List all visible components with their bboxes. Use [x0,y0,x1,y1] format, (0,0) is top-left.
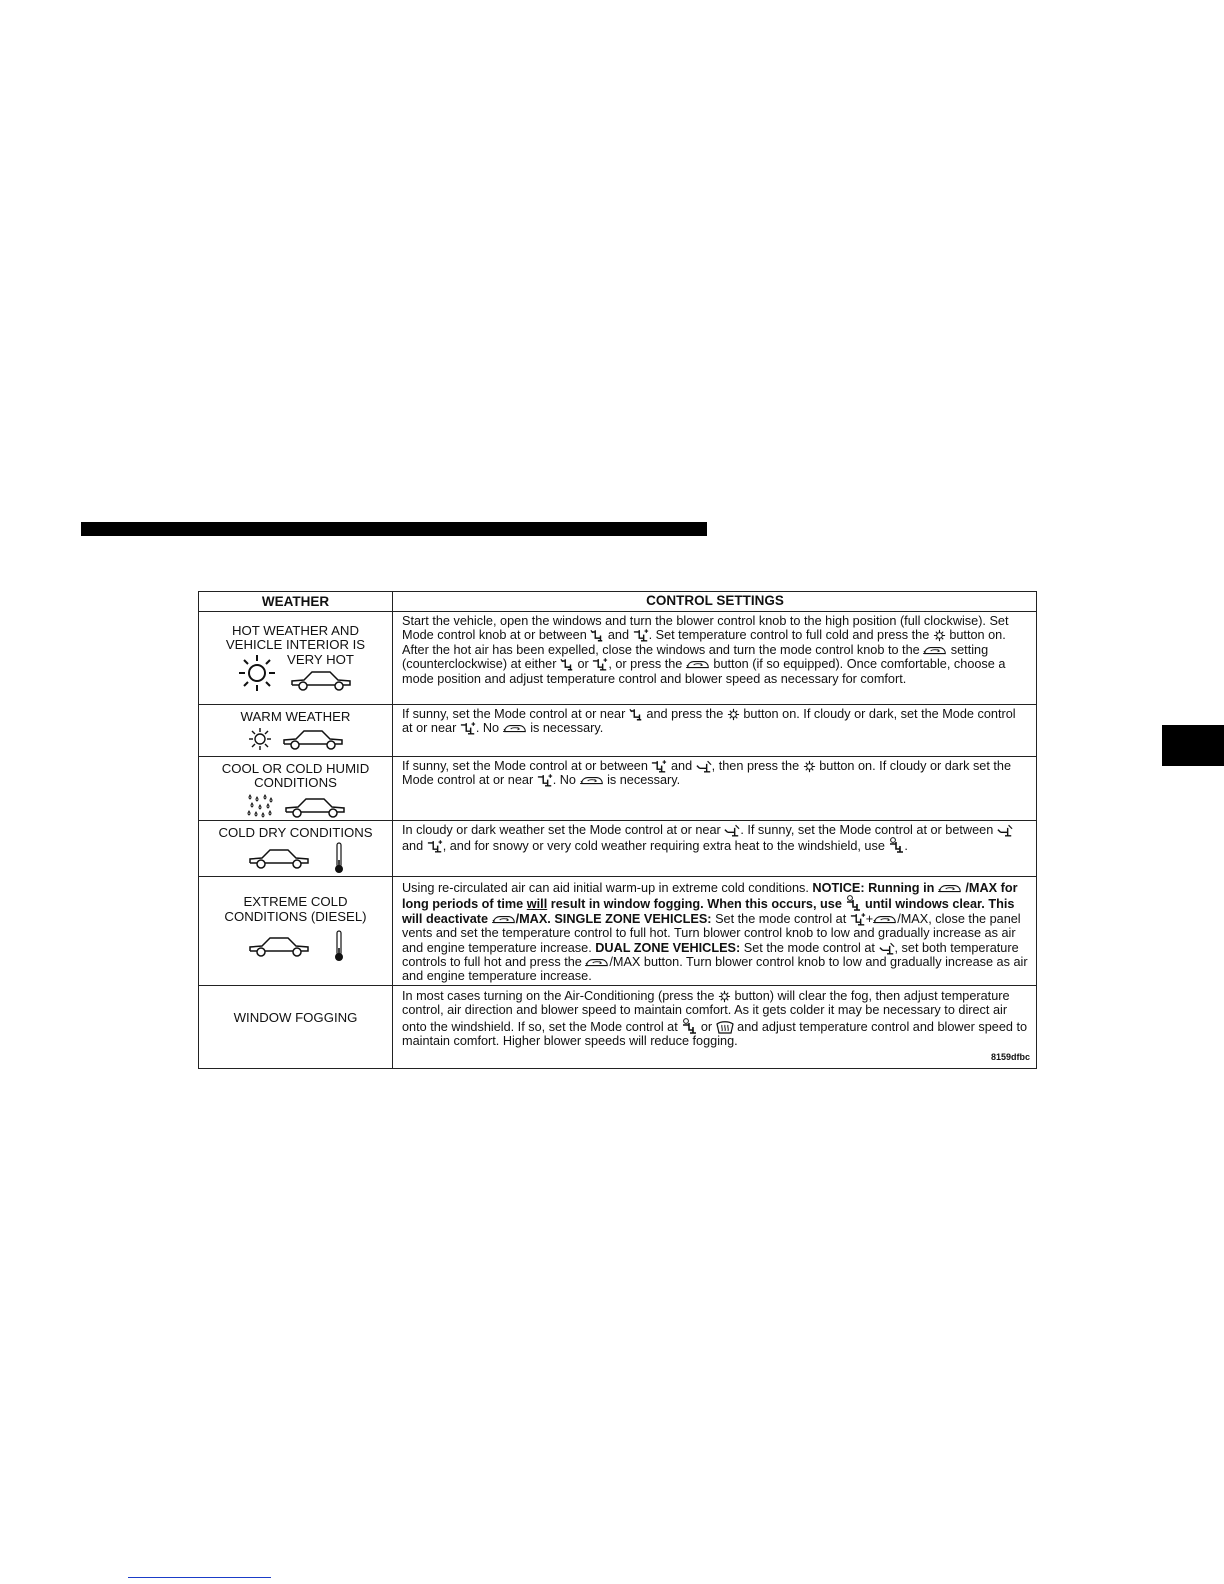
bilevel-mode-icon [651,760,667,773]
weather-cell [199,821,393,876]
table-row [199,876,1036,985]
control-settings-cell: If sunny, set the Mode control at or near and press the button on. If cloudy or dark, set the Mode control at or near . No is necessary. [402,707,1016,736]
section-header-bar [81,522,707,536]
weather-icons: VERY HOT [237,653,354,698]
chapter-tab [1162,725,1224,766]
weather-icons [248,842,344,879]
table-row [199,756,1036,820]
weather-cell [199,705,393,756]
weather-label: COOL OR COLD HUMID CONDITIONS [221,761,370,791]
figure-code: 8159dfbc [990,1051,1030,1062]
table-row [199,820,1036,876]
floor-mode-icon [696,760,712,773]
weather-control-table [198,591,1037,1069]
recirculation-icon [938,883,962,895]
car-icon [248,845,310,876]
bilevel-mode-icon [427,840,443,853]
recirculation-icon [873,914,897,926]
table-header-row [199,592,1036,611]
ac-snowflake-icon [933,629,946,642]
recirculation-icon [503,723,527,735]
car-icon [290,667,352,698]
mix-defrost-icon [681,1018,697,1034]
weather-label: WINDOW FOGGING [233,1009,358,1025]
control-settings-cell: If sunny, set the Mode control at or between and , then press the button on. If cloudy or dark set the Mode control at or near . No is necessary. [402,759,1012,788]
bilevel-mode-icon [850,913,866,926]
defrost-icon [716,1020,734,1034]
panel-mode-icon [590,629,604,642]
floor-mode-icon [724,824,740,837]
recirculation-icon [585,957,609,969]
ac-snowflake-icon [727,708,740,721]
bilevel-mode-icon [633,629,649,642]
recirculation-icon [923,645,947,657]
recirculation-icon [686,659,710,671]
floor-mode-icon [997,824,1013,837]
weather-cell [199,757,393,820]
control-settings-cell: In cloudy or dark weather set the Mode control at or near . If sunny, set the Mode control at or between and , and for snowy or very cold weather requiring extra heat to the windshield, use . [393,821,1036,876]
weather-cell [199,877,393,985]
panel-mode-icon [560,658,574,671]
control-settings-column-header: CONTROL SETTINGS [646,593,784,609]
ac-snowflake-icon [803,760,816,773]
control-settings-cell: Using re-circulated air can aid initial warm-up in extreme cold conditions. NOTICE: Running in /MAX for long periods of time will result in window fogging. When this occurs, use until windows clear. This will deactivate /MAX. SINGLE ZONE VEHICLES: Set the mode control at + /MAX, close the panel vents and set the temperature control to full hot. Turn blower control knob to low and gradually increase as air and engine temperature increase. DUAL ZONE VEHICLES: Set the mode control at , set both temperature controls to full hot and press the /MAX button. Turn blower control knob to low and gradually increase as air and engine temperature increase. [402,881,1028,984]
table-row [199,704,1036,756]
weather-label: WARM WEATHER [240,709,351,724]
weather-label: EXTREME COLD CONDITIONS (DIESEL) [224,894,367,924]
car-icon [282,726,344,757]
panel-mode-icon [629,708,643,721]
small-sun-icon [248,727,272,756]
control-settings-cell: Start the vehicle, open the windows and turn the blower control knob to the high position (full clockwise). Set Mode control knob at or between and . Set temperature control to full cold and press the button on. After the hot air has been expelled, close the windows and turn the mode control knob to the setting (counterclockwise) at either or , or press the button (if so equipped). Once comfortable, choose a mode position and adjust temperature control and blower speed as necessary for comfort. [402,614,1009,686]
weather-icons [248,930,344,967]
recirculation-icon [492,914,516,926]
sun-icon [237,653,277,698]
weather-cell [199,986,393,1068]
weather-icons [248,726,344,757]
thermometer-icon [334,930,344,967]
bilevel-mode-icon [592,658,608,671]
table-row [199,611,1036,704]
weather-cell [199,612,393,704]
weather-column-header: WEATHER [199,592,393,611]
bilevel-mode-icon [460,722,476,735]
mix-defrost-icon [845,895,861,911]
thermometer-icon [334,842,344,879]
car-icon [248,933,310,964]
footer-link-line [128,1577,271,1578]
ac-snowflake-icon [718,990,731,1003]
mix-defrost-icon [888,837,904,853]
floor-mode-icon [879,942,895,955]
weather-label: COLD DRY CONDITIONS [218,825,373,840]
control-settings-cell: In most cases turning on the Air-Conditioning (press the button) will clear the fog, then adjust temperature control, air direction and blower speed to maintain comfort. As it gets colder it may be necessary to direct air onto the windshield. If so, set the Mode control at or and adjust temperature control and blower speed to maintain comfort. Higher blower speeds will reduce fogging. 8159dfbc [393,986,1036,1068]
table-row [199,985,1036,1068]
recirculation-icon [580,775,604,787]
bilevel-mode-icon [537,774,553,787]
weather-label: HOT WEATHER AND VEHICLE INTERIOR IS [225,623,366,653]
